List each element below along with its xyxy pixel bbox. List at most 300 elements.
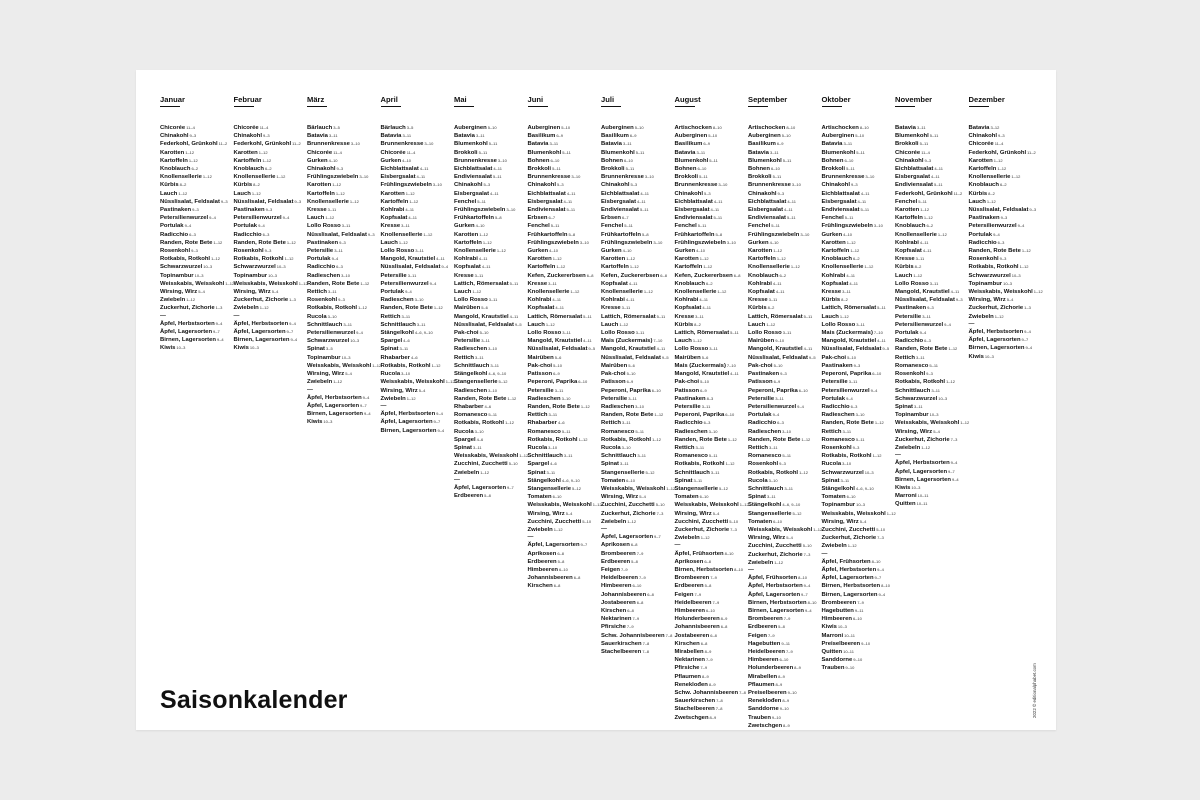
season-range: 3–10 [855,412,865,418]
produce-item [601,518,675,526]
produce-item [748,534,822,542]
produce-name: Federkohl, Grünkohl [968,149,1027,156]
produce-name: Schwarzwurzel [821,469,864,476]
produce-list [675,124,749,722]
produce-name: Lollo Rosso [601,330,635,337]
season-range: 1–12 [188,157,198,163]
season-range: 3–11 [768,297,778,303]
season-range: 3–11 [416,321,426,327]
produce-name: Pflaumen [674,673,702,680]
season-range: 3–10 [488,387,497,393]
produce-item [601,501,675,509]
season-range: 9–4 [944,321,951,327]
produce-item [528,436,602,444]
season-range: 8–10 [859,125,869,130]
produce-name: Kartoffeln [748,256,776,263]
produce-name: Endiviensalat [601,207,639,214]
produce-name: Karotten [454,231,479,238]
produce-name: Erdbeeren [527,558,557,565]
month-column [821,94,896,672]
season-range: 9–3 [264,248,272,254]
season-range: 1–12 [349,198,359,204]
produce-item [748,591,822,599]
produce-item [895,247,969,255]
produce-item [601,255,675,263]
season-range: 1–12 [717,289,727,295]
produce-item [307,329,381,337]
produce-item [234,344,308,352]
season-range: 3–11 [622,141,632,147]
produce-item [675,591,749,599]
season-range: 9–10 [853,657,863,663]
produce-item [748,705,822,713]
produce-item [675,697,749,705]
season-range: 9–10 [845,665,855,671]
produce-item [601,460,675,468]
produce-name: Blumenkohl [601,149,635,156]
produce-item [675,387,749,395]
produce-item [381,362,455,370]
produce-item [675,345,749,353]
season-range: 6–10 [779,657,789,663]
season-range: 3–11 [709,346,718,352]
season-range: 5–8 [568,231,576,237]
produce-name: Knollensellerie [233,174,276,181]
produce-item [528,501,602,509]
produce-name: Patisson [674,387,700,394]
produce-name: Blumenkohl [527,149,562,156]
season-range: 6–8 [733,272,741,278]
produce-name: Rucola [748,477,768,484]
produce-name: Rettich [454,354,474,361]
produce-item [454,329,528,337]
season-range: 3–11 [848,379,858,385]
produce-name: Kresse [307,207,327,214]
produce-item [675,469,749,477]
produce-item [748,673,822,681]
produce-item [822,501,896,509]
season-range: 6–10 [697,166,707,172]
produce-item [528,582,602,590]
produce-item [528,428,602,436]
season-range: 9–4 [331,256,339,262]
produce-item [381,337,455,345]
produce-name: Lauch [233,190,251,197]
produce-name: Äpfel, Lagersorten [307,402,360,409]
produce-name: Bärlauch [380,125,406,131]
season-range: 9–7 [360,402,367,408]
season-range: 6–10 [846,494,856,500]
season-range: 9–10 [771,714,781,720]
produce-item [822,664,896,672]
season-range: 1–12 [692,338,702,344]
season-range: 6–9 [776,141,784,147]
produce-name: Erdbeeren [454,493,484,500]
produce-item [381,124,455,132]
season-range: 6–8 [700,640,708,646]
produce-name: Brunnenkresse [821,174,865,181]
season-range: 9–3 [924,157,932,163]
produce-item [895,231,969,239]
produce-name: Weisskabis, Weisskohl [968,289,1033,296]
produce-name: Kefen, Zuckererbsen [527,272,586,279]
season-range: 8–9 [702,673,709,679]
produce-item [601,280,675,288]
produce-name: Karotten [233,149,258,156]
produce-name: Kresse [454,272,474,279]
produce-item [234,124,308,132]
produce-name: Pastinaken [307,239,339,246]
season-range: 5–11 [561,428,571,434]
season-range: 7–9 [767,632,775,638]
season-range: 3–10 [782,428,791,434]
season-range: 6–8 [720,624,728,630]
produce-name: Patisson [601,379,626,386]
produce-item [675,296,749,304]
season-range: 1–12 [790,264,800,270]
produce-name: Brunnenkresse [307,141,350,148]
produce-name: Birnen, Lagersorten [380,427,437,434]
produce-item [160,198,234,206]
produce-name: Spinat [527,469,546,476]
produce-name: Mais (Zuckermais) [601,338,653,345]
produce-name: Rettich [380,313,401,320]
season-range: 3–11 [473,444,482,450]
produce-item [895,468,969,476]
produce-name: Frühlingszwiebeln [527,239,579,246]
produce-name: Zwiebeln [601,518,627,525]
produce-item [822,640,896,648]
season-range: 3–11 [327,289,337,295]
produce-name: Kartoffeln [307,190,335,197]
season-range: 4–11 [877,338,886,344]
season-range: 6–9 [556,133,564,139]
month-column [454,94,528,654]
produce-item [969,239,1043,247]
produce-item [675,378,749,386]
season-range: 1–12 [276,174,286,180]
produce-item [601,337,675,345]
season-range: 9–3 [997,133,1005,139]
produce-name: Gurken [674,248,696,255]
produce-list [822,124,896,673]
season-range: 1–12 [946,379,955,385]
produce-item [969,124,1043,132]
produce-name: Lauch [160,190,178,197]
season-range: 7–9 [710,575,717,581]
produce-name: Randen, Rote Bete [454,395,507,402]
season-range: 5–11 [782,453,792,459]
produce-name: Schw. Johannisbeeren [674,690,739,697]
produce-name: Lollo Rosso [380,248,415,255]
produce-item [307,198,381,206]
season-range: 7–3 [730,526,737,532]
season-range: 4–6, 9–10 [414,330,433,336]
season-range: 5–12 [792,510,802,516]
produce-name: Patisson [748,379,773,386]
produce-name: Mangold, Krautstiel [380,256,436,263]
season-range: 4–6 [550,461,557,467]
produce-name: Kirschen [527,583,553,590]
produce-name: Knoblauch [160,166,191,173]
season-range: 5–11 [624,223,633,229]
season-range: 9–7 [213,329,220,335]
season-range: 9–4 [356,330,363,336]
produce-name: Lattich, Römersalat [527,313,583,320]
produce-item [675,477,749,485]
produce-name: Radieschen [380,297,414,304]
produce-item [675,428,749,436]
season-range: 6–9 [629,133,637,139]
season-range: 3–11 [915,354,925,360]
produce-name: Radieschen [454,346,488,353]
season-range: 3–11 [784,485,793,491]
produce-item [822,469,896,477]
produce-name: Bohnen [821,157,844,164]
produce-name: Brunnenkresse [454,157,497,164]
produce-name: Nüsslisalat, Feldsalat [527,346,588,353]
produce-item [748,444,822,452]
produce-item [822,370,896,378]
season-range: 9–3 [265,207,273,213]
season-range: 7–9 [700,665,708,671]
produce-name: Rettich [674,444,695,451]
season-range: 7–3 [803,551,811,557]
produce-name: Chicorée [307,149,333,156]
season-range: 8–9 [782,698,790,704]
season-range: 5–10 [729,518,739,524]
produce-name: Chicorée [968,141,994,148]
season-range: 5–11 [656,313,666,319]
produce-item [748,436,822,444]
produce-name: Pastinaken [233,207,265,214]
produce-name: Rhabarber [380,354,410,361]
season-range: 9–4 [919,330,927,336]
produce-item [454,214,528,222]
produce-item [601,403,675,411]
produce-item [307,418,381,426]
produce-name: Brunnenkresse [601,174,644,181]
season-range: 10–3 [203,264,213,270]
produce-name: Pflaumen [748,681,775,688]
produce-name: Eisbergsalat [895,174,931,181]
produce-name: Stängelkohl [748,502,782,509]
season-range: 9–4 [846,395,853,401]
season-range: 5–11 [492,174,502,180]
season-range: 6–2 [926,223,934,229]
produce-name: Federkohl, Grünkohl [160,141,218,148]
produce-item [528,411,602,419]
season-range: 3–10 [708,428,718,434]
season-range: 8–2 [914,264,922,270]
produce-name: Frühkartoffeln [527,231,568,238]
produce-item [601,231,675,239]
produce-item [748,181,822,189]
season-range: 6–3 [703,420,711,426]
season-range: 6–2 [705,280,713,286]
produce-name: Rettich [895,354,915,361]
produce-name: Radieschen [307,272,341,279]
produce-name: Eisbergsalat [821,198,857,205]
season-range: 5–6 [701,354,709,360]
produce-item [381,272,455,280]
produce-item [822,255,896,263]
produce-name: Eisbergsalat [527,198,563,205]
produce-item [822,591,896,599]
produce-name: Zwiebeln [160,297,186,304]
produce-name: Frühkartoffeln [601,231,641,238]
produce-name: Batavia [674,149,696,156]
produce-item [822,165,896,173]
produce-name: Knoblauch [821,256,852,263]
produce-name: Pfirsiche [601,624,626,631]
produce-name: Holunderbeeren [674,616,720,623]
season-range: 6–10 [852,616,862,622]
produce-name: Knoblauch [968,182,999,189]
produce-name: Randen, Rote Bete [527,403,580,410]
season-range: 1–12 [570,289,580,295]
produce-name: Topinambur [895,412,929,419]
produce-item [748,632,822,640]
produce-name: Karotten [895,207,920,214]
season-range: 9–4 [437,427,445,433]
season-range: 5–4 [639,494,646,500]
season-range: 9–4 [993,231,1000,237]
produce-name: Birnen, Lagersorten [821,591,878,598]
produce-item [381,288,455,296]
produce-name: Kopfsalat [895,248,922,255]
produce-item [822,436,896,444]
produce-name: Karotten [601,256,626,263]
produce-item [895,436,969,444]
produce-item [601,444,675,452]
produce-item [601,541,675,549]
season-range: 6–10 [872,371,882,377]
produce-name: Birnen, Herbstsorten [821,583,881,590]
season-range: 8–10 [881,583,890,589]
produce-item [454,140,528,148]
produce-item [822,157,896,165]
produce-item [748,329,822,337]
produce-name: Pastinaken [160,207,192,214]
season-range: 3–10 [424,141,434,147]
produce-item [381,263,455,271]
produce-name: Radicchio [748,420,777,427]
season-range: 6–2 [779,272,787,278]
season-range: 9–7 [507,484,514,490]
season-range: 4–11 [419,166,429,172]
produce-name: Kartoffeln [895,215,923,222]
produce-item [307,222,381,230]
season-range: 1–12 [185,149,195,155]
produce-name: Chinakohl [454,182,483,189]
produce-name: Schwarzwurzel [160,264,203,271]
season-range: 9–4 [870,387,878,393]
season-range: 4–11 [637,198,646,204]
produce-item [969,304,1043,312]
produce-name: Himbeeren [527,566,558,573]
season-range: 7–8 [642,640,650,646]
produce-name: Eichblattsalat [748,198,787,205]
produce-name: Eichblattsalat [601,190,640,197]
produce-item [601,165,675,173]
produce-item [822,574,896,582]
season-range: 3–11 [931,387,940,393]
season-range: 3–11 [842,428,852,434]
produce-item [601,452,675,460]
season-range: 1–12 [545,321,555,327]
produce-name: Spinat [380,346,399,353]
produce-item [748,395,822,403]
produce-list [234,124,308,353]
produce-item [822,428,896,436]
produce-item [748,485,822,493]
produce-item [528,354,602,362]
produce-item [307,263,381,271]
produce-name: Auberginen [674,133,708,140]
season-range: 7–9 [632,616,640,622]
produce-name: Randen, Rote Bete [968,248,1021,255]
produce-item [822,321,896,329]
produce-name: Romanesco [527,428,561,435]
season-range: 5–4 [933,428,940,434]
season-range: 3–10 [327,313,337,319]
produce-item [822,173,896,181]
produce-name: Zucchini, Zucchetti [454,461,508,468]
produce-item [528,485,602,493]
season-range: 5–6 [628,362,635,368]
produce-name: Kopfsalat [748,289,775,296]
produce-name: Brombeeren [748,616,783,623]
season-range: 3–11 [914,403,923,409]
season-range: 5–11 [625,166,635,172]
produce-name: Zuckerhut, Zichorie [748,551,803,558]
produce-name: Kürbis [160,182,179,189]
produce-item [601,132,675,140]
produce-name: Lauch [748,321,766,328]
season-range: 4–11 [640,190,649,196]
produce-item [748,469,822,477]
produce-item [822,607,896,615]
produce-name: Eichblattsalat [674,198,713,205]
produce-name: Kopfsalat [821,280,849,287]
season-range: 1–12 [405,190,415,196]
produce-item [748,124,822,132]
produce-name: Auberginen [821,133,855,140]
produce-item [822,190,896,198]
season-range: 6–9 [626,379,634,385]
produce-item [748,354,822,362]
produce-item [601,181,675,189]
produce-name: Gurken [380,157,402,164]
produce-name: Mirabellen [674,649,704,655]
season-range: 6–9 [553,371,560,377]
season-range: 5–11 [929,362,939,368]
produce-list [895,124,969,509]
produce-item [381,181,455,189]
season-range: 1–12 [1021,248,1031,254]
produce-name: Lollo Rosso [748,330,782,337]
produce-item [822,214,896,222]
produce-item [454,181,528,189]
produce-name: Zwiebeln [307,379,333,386]
produce-item [675,526,749,534]
produce-name: Nüsslisalat, Feldsalat [968,207,1029,214]
produce-name: Kresse [527,280,548,287]
produce-name: Petersilienwurzel [968,223,1017,230]
season-range: 3–11 [696,149,706,155]
produce-item [307,157,381,165]
